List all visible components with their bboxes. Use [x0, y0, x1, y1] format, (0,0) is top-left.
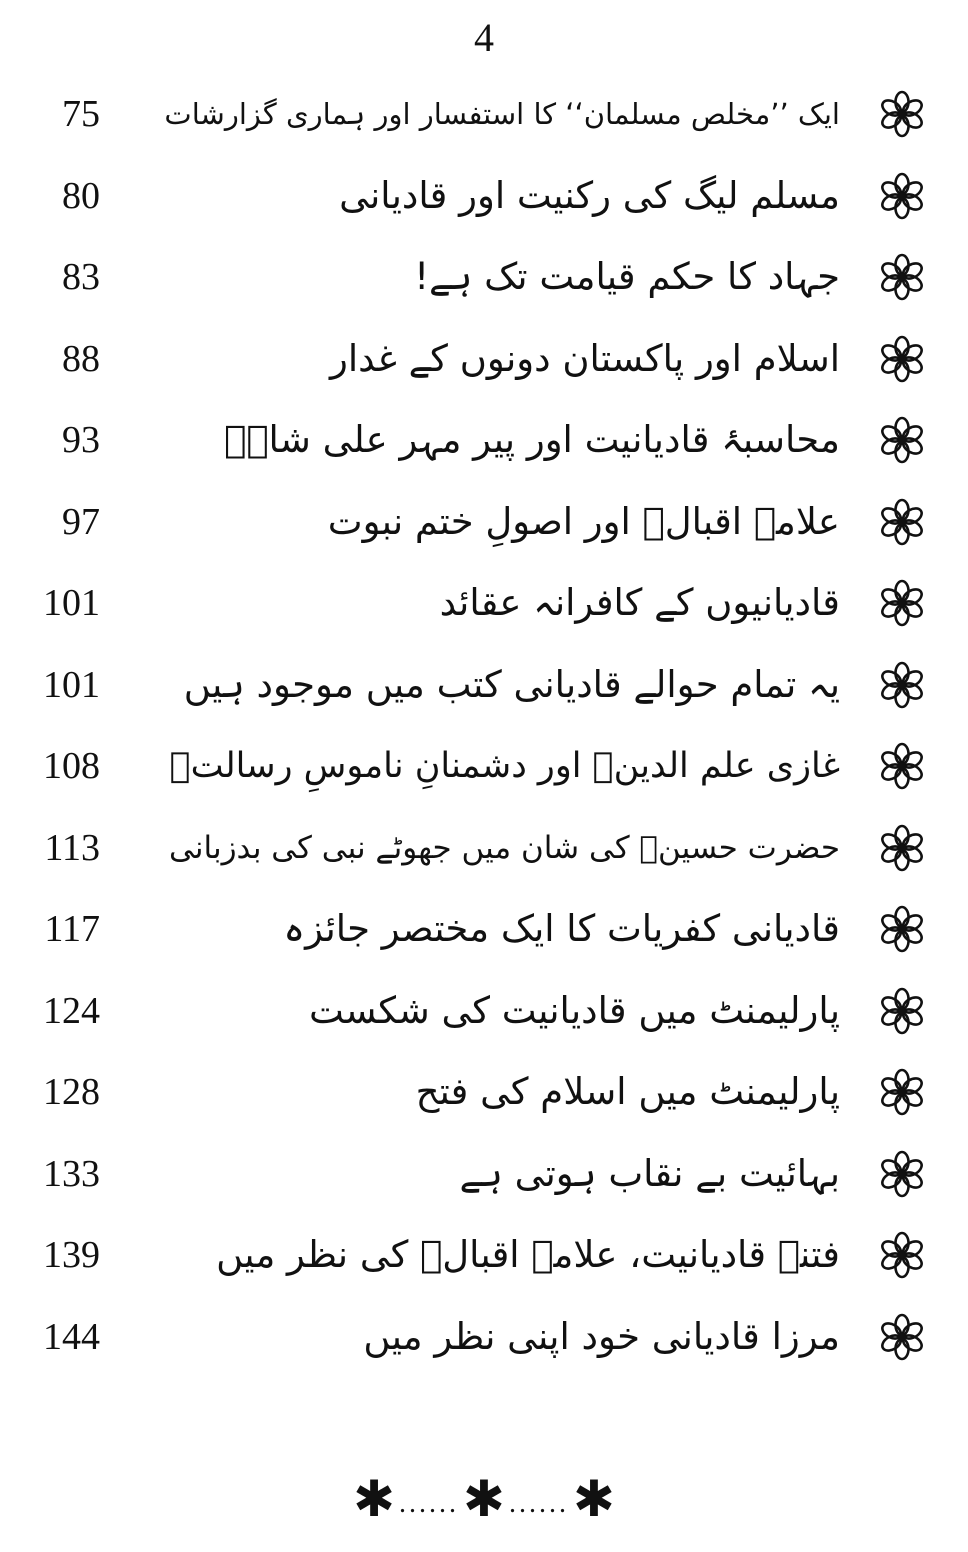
toc-entry-title: بہائیت بے نقاب ہوتی ہے	[459, 1151, 840, 1195]
toc-entry	[0, 1142, 968, 1224]
flower-bullet-icon	[876, 822, 928, 874]
flower-bullet-icon	[876, 170, 928, 222]
flower-bullet-icon	[876, 1311, 928, 1363]
flower-bullet-icon	[876, 1148, 928, 1200]
flower-center	[899, 1333, 906, 1340]
flower-petal	[896, 1152, 909, 1172]
flower-petal	[896, 500, 909, 520]
ornament-dots: ......	[508, 1488, 569, 1519]
toc-entry	[0, 82, 968, 164]
toc-entry-page: 124	[43, 989, 100, 1032]
toc-entry-page: 144	[43, 1315, 100, 1358]
toc-entry-title: ایک ’’مخلص مسلمان‘‘ کا استفسار اور ہماری گزارشات	[164, 97, 840, 131]
toc-entry	[0, 653, 968, 735]
toc-entry-title: قادیانی کفریات کا ایک مختصر جائزہ	[283, 907, 840, 950]
toc-entry-page: 101	[43, 582, 100, 624]
flower-center	[899, 926, 906, 933]
flower-petal	[896, 442, 909, 462]
toc-entry	[0, 571, 968, 653]
toc-entry-title: فتنۂ قادیانیت، علامہ اقبالؒ کی نظر میں	[216, 1233, 840, 1276]
toc-entry	[0, 816, 968, 898]
flower-petal	[896, 581, 909, 601]
toc-entry-page: 88	[62, 337, 100, 380]
flower-petal	[896, 744, 909, 764]
flower-petal	[896, 1094, 909, 1114]
toc-entry-title: اسلام اور پاکستان دونوں کے غدار	[329, 336, 840, 380]
flower-petal	[896, 524, 909, 544]
flower-center	[899, 1170, 906, 1177]
toc-entry-page: 75	[62, 93, 100, 135]
toc-entry-page: 101	[43, 663, 100, 706]
flower-petal	[896, 605, 909, 625]
flower-center	[899, 1089, 906, 1096]
flower-bullet-icon	[876, 1066, 928, 1118]
flower-bullet-icon	[876, 88, 928, 140]
flower-petal	[896, 1315, 909, 1335]
flower-bullet-icon	[876, 496, 928, 548]
toc-entry-page: 128	[43, 1071, 100, 1113]
flower-petal	[896, 279, 909, 299]
flower-center	[899, 274, 906, 281]
flower-center	[899, 844, 906, 851]
flower-center	[899, 763, 906, 770]
flower-center	[899, 111, 906, 118]
flower-petal	[896, 361, 909, 381]
flower-bullet-icon	[876, 1229, 928, 1281]
toc-entry-title: یہ تمام حوالے قادیانی کتب میں موجود ہیں	[183, 662, 840, 706]
flower-petal	[896, 1233, 909, 1253]
asterisk-ornament-icon: ✱	[572, 1470, 615, 1528]
toc-entry	[0, 327, 968, 409]
flower-bullet-icon	[876, 659, 928, 711]
toc-entry	[0, 979, 968, 1061]
flower-petal	[896, 1070, 909, 1090]
flower-center	[899, 1252, 906, 1259]
toc-entry-title: قادیانیوں کے کافرانہ عقائد	[439, 581, 840, 624]
flower-petal	[896, 198, 909, 218]
toc-entry-page: 117	[44, 908, 100, 950]
flower-petal	[896, 850, 909, 870]
toc-entry-page: 80	[62, 174, 100, 217]
flower-bullet-icon	[876, 903, 928, 955]
flower-petal	[896, 931, 909, 951]
toc-entry-page: 133	[43, 1152, 100, 1195]
flower-petal	[896, 1339, 909, 1359]
toc-entry-title: غازی علم الدینؒ اور دشمنانِ ناموسِ رسالتؐ	[169, 746, 840, 786]
toc-entry-title: پارلیمنٹ میں اسلام کی فتح	[415, 1070, 840, 1113]
asterisk-ornament-icon: ✱	[353, 1470, 396, 1528]
flower-petal	[896, 337, 909, 357]
toc-entry-title: علامہ اقبالؒ اور اصولِ ختم نبوت	[327, 499, 840, 543]
toc-entry-title: جہاد کا حکم قیامت تک ہے!	[414, 255, 840, 298]
page-number: 4	[474, 15, 494, 60]
toc-entry-page: 97	[62, 500, 100, 543]
toc-entry-title: پارلیمنٹ میں قادیانیت کی شکست	[309, 988, 840, 1032]
toc-entry-page: 139	[43, 1234, 100, 1276]
flower-petal	[896, 418, 909, 438]
toc-entry	[0, 1060, 968, 1142]
flower-petal	[896, 116, 909, 136]
flower-petal	[896, 826, 909, 846]
flower-bullet-icon	[876, 414, 928, 466]
flower-center	[899, 681, 906, 688]
toc-entry	[0, 490, 968, 572]
toc-entry	[0, 1223, 968, 1305]
ornament-dots: ......	[399, 1488, 460, 1519]
toc-entry	[0, 245, 968, 327]
flower-center	[899, 437, 906, 444]
toc-entry	[0, 734, 968, 816]
table-of-contents	[0, 82, 968, 1386]
toc-entry-title: محاسبۂ قادیانیت اور پیر مہر علی شاہؒ	[224, 418, 840, 461]
flower-petal	[896, 1176, 909, 1196]
toc-entry-page: 93	[62, 419, 100, 461]
flower-petal	[896, 255, 909, 275]
flower-bullet-icon	[876, 985, 928, 1037]
flower-petal	[896, 174, 909, 194]
flower-petal	[896, 1257, 909, 1277]
toc-entry	[0, 408, 968, 490]
flower-center	[899, 518, 906, 525]
asterisk-ornament-icon: ✱	[463, 1470, 505, 1528]
end-ornament	[0, 1464, 968, 1534]
flower-petal	[896, 1013, 909, 1033]
toc-entry-page: 108	[43, 745, 100, 787]
flower-petal	[896, 92, 909, 112]
flower-petal	[896, 989, 909, 1009]
toc-entry-page: 113	[44, 826, 100, 869]
toc-entry	[0, 897, 968, 979]
toc-entry-title: مرزا قادیانی خود اپنی نظر میں	[363, 1314, 840, 1358]
toc-entry-page: 83	[62, 256, 100, 298]
flower-petal	[896, 663, 909, 683]
flower-center	[899, 192, 906, 199]
toc-entry-title: حضرت حسینؓ کی شان میں جھوٹے نبی کی بدزبانی	[169, 829, 840, 866]
flower-center	[899, 1007, 906, 1014]
toc-entry	[0, 164, 968, 246]
flower-bullet-icon	[876, 740, 928, 792]
toc-entry	[0, 1305, 968, 1387]
flower-center	[899, 600, 906, 607]
flower-petal	[896, 768, 909, 788]
flower-petal	[896, 907, 909, 927]
flower-bullet-icon	[876, 333, 928, 385]
toc-entry-title: مسلم لیگ کی رکنیت اور قادیانی	[339, 173, 840, 217]
flower-center	[899, 355, 906, 362]
flower-petal	[896, 687, 909, 707]
flower-bullet-icon	[876, 577, 928, 629]
flower-bullet-icon	[876, 251, 928, 303]
